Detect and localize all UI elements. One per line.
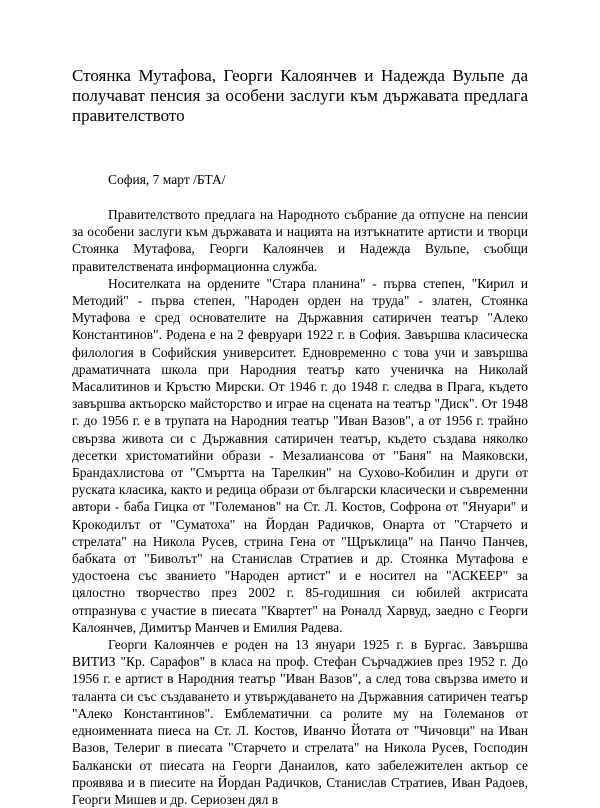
article-title: Стоянка Мутафова, Георги Калоянчев и Надежда Вульпе да получават пенсия за особени заслуги към държавата предлага правителството bbox=[72, 66, 528, 125]
paragraph-government-proposal: Правителството предлага на Народното събрание да отпусне на пенсии за особени заслуги към държавата и нацията на изтъкнатите артисти и творци Стоянка Мутафова, Георги Калоянчев и Надежда Вульпе, съобщи правителствената информационна служба. bbox=[72, 207, 528, 274]
article-dateline: София, 7 март /БТА/ bbox=[108, 172, 226, 187]
paragraph-mutafova-bio: Носителката на ордените "Стара планина" - първа степен, "Кирил и Методий" - първа степен, "Народен орден на труда" - златен, Стоянка Мутафова е сред основателите на Държавния сатиричен театър "Алеко Константинов". Родена е на 2 февруари 1922 г. в София. Завършва класическа филология в Софийския университет. Едновременно с това учи и завършва драматичната школа при Народния театър като ученичка на Николай Масалитинов и Кръстю Мирски. От 1946 г. до 1948 г. следва в Прага, където завършва актьорско майсторство и играе на сцената на театър "Диск". От 1948 г. до 1956 г. е в трупата на Народния театър "Иван Вазов", а от 1956 г. трайно свързва живота си с Държавния сатиричен театър, където създава няколко десетки христоматийни образи - Мезалиансова от "Баня" на Маяковски, Брандахлистова от "Смъртта на Тарелкин" на Сухово-Кобилин и други от руската класика, както и редица образи от български класически и съвременни автори - баба Гицка от "Големанов" на Ст. Л. Костов, Софрона от "Януари" и Крокодилът от "Суматоха" на Йордан Радичков, Онарта от "Старчето и стрелата" на Никола Русев, стрина Гена от "Щръклица" на Панчо Панчев, бабката от "Биволът" на Станислав Стратиев и др. Стоянка Мутафова е удостоена със званието "Народен артист" и е носител на "АСКЕЕР" за цялостно творчество през 2002 г. 85-годишния си юбилей актрисата отпразнува с участие в пиесата "Квартет" на Роналд Харвуд, заедно с Георги Калоянчев, Димитър Манчев и Емилия Радева. bbox=[72, 275, 528, 635]
paragraph-kaloyanchev-bio: Георги Калоянчев е роден на 13 януари 1925 г. в Бургас. Завършва ВИТИЗ "Кр. Сарафов" в класа на проф. Стефан Сърчаджиев през 1952 г. До 1956 г. е артист в Народния театър "Иван Вазов", а след това свързва името и таланта си със създаването и утвърждаването на Държавния сатиричен театър "Алеко Константинов". Емблематични са ролите му на Големанов от едноименната пиеса на Ст. Л. Костов, Иванчо Йотата от "Чичовци" на Иван Вазов, Телериг в пиесата "Старчето и стрелата" на Никола Русев, Господин Балкански от пиесата на Георги Данаилов, като забележителен актьор се проявява и в пиесите на Йордан Радичков, Станислав Стратиев, Иван Радоев, Георги Мишев и др. Сериозен дял в bbox=[72, 637, 528, 807]
article-body bbox=[72, 206, 528, 808]
